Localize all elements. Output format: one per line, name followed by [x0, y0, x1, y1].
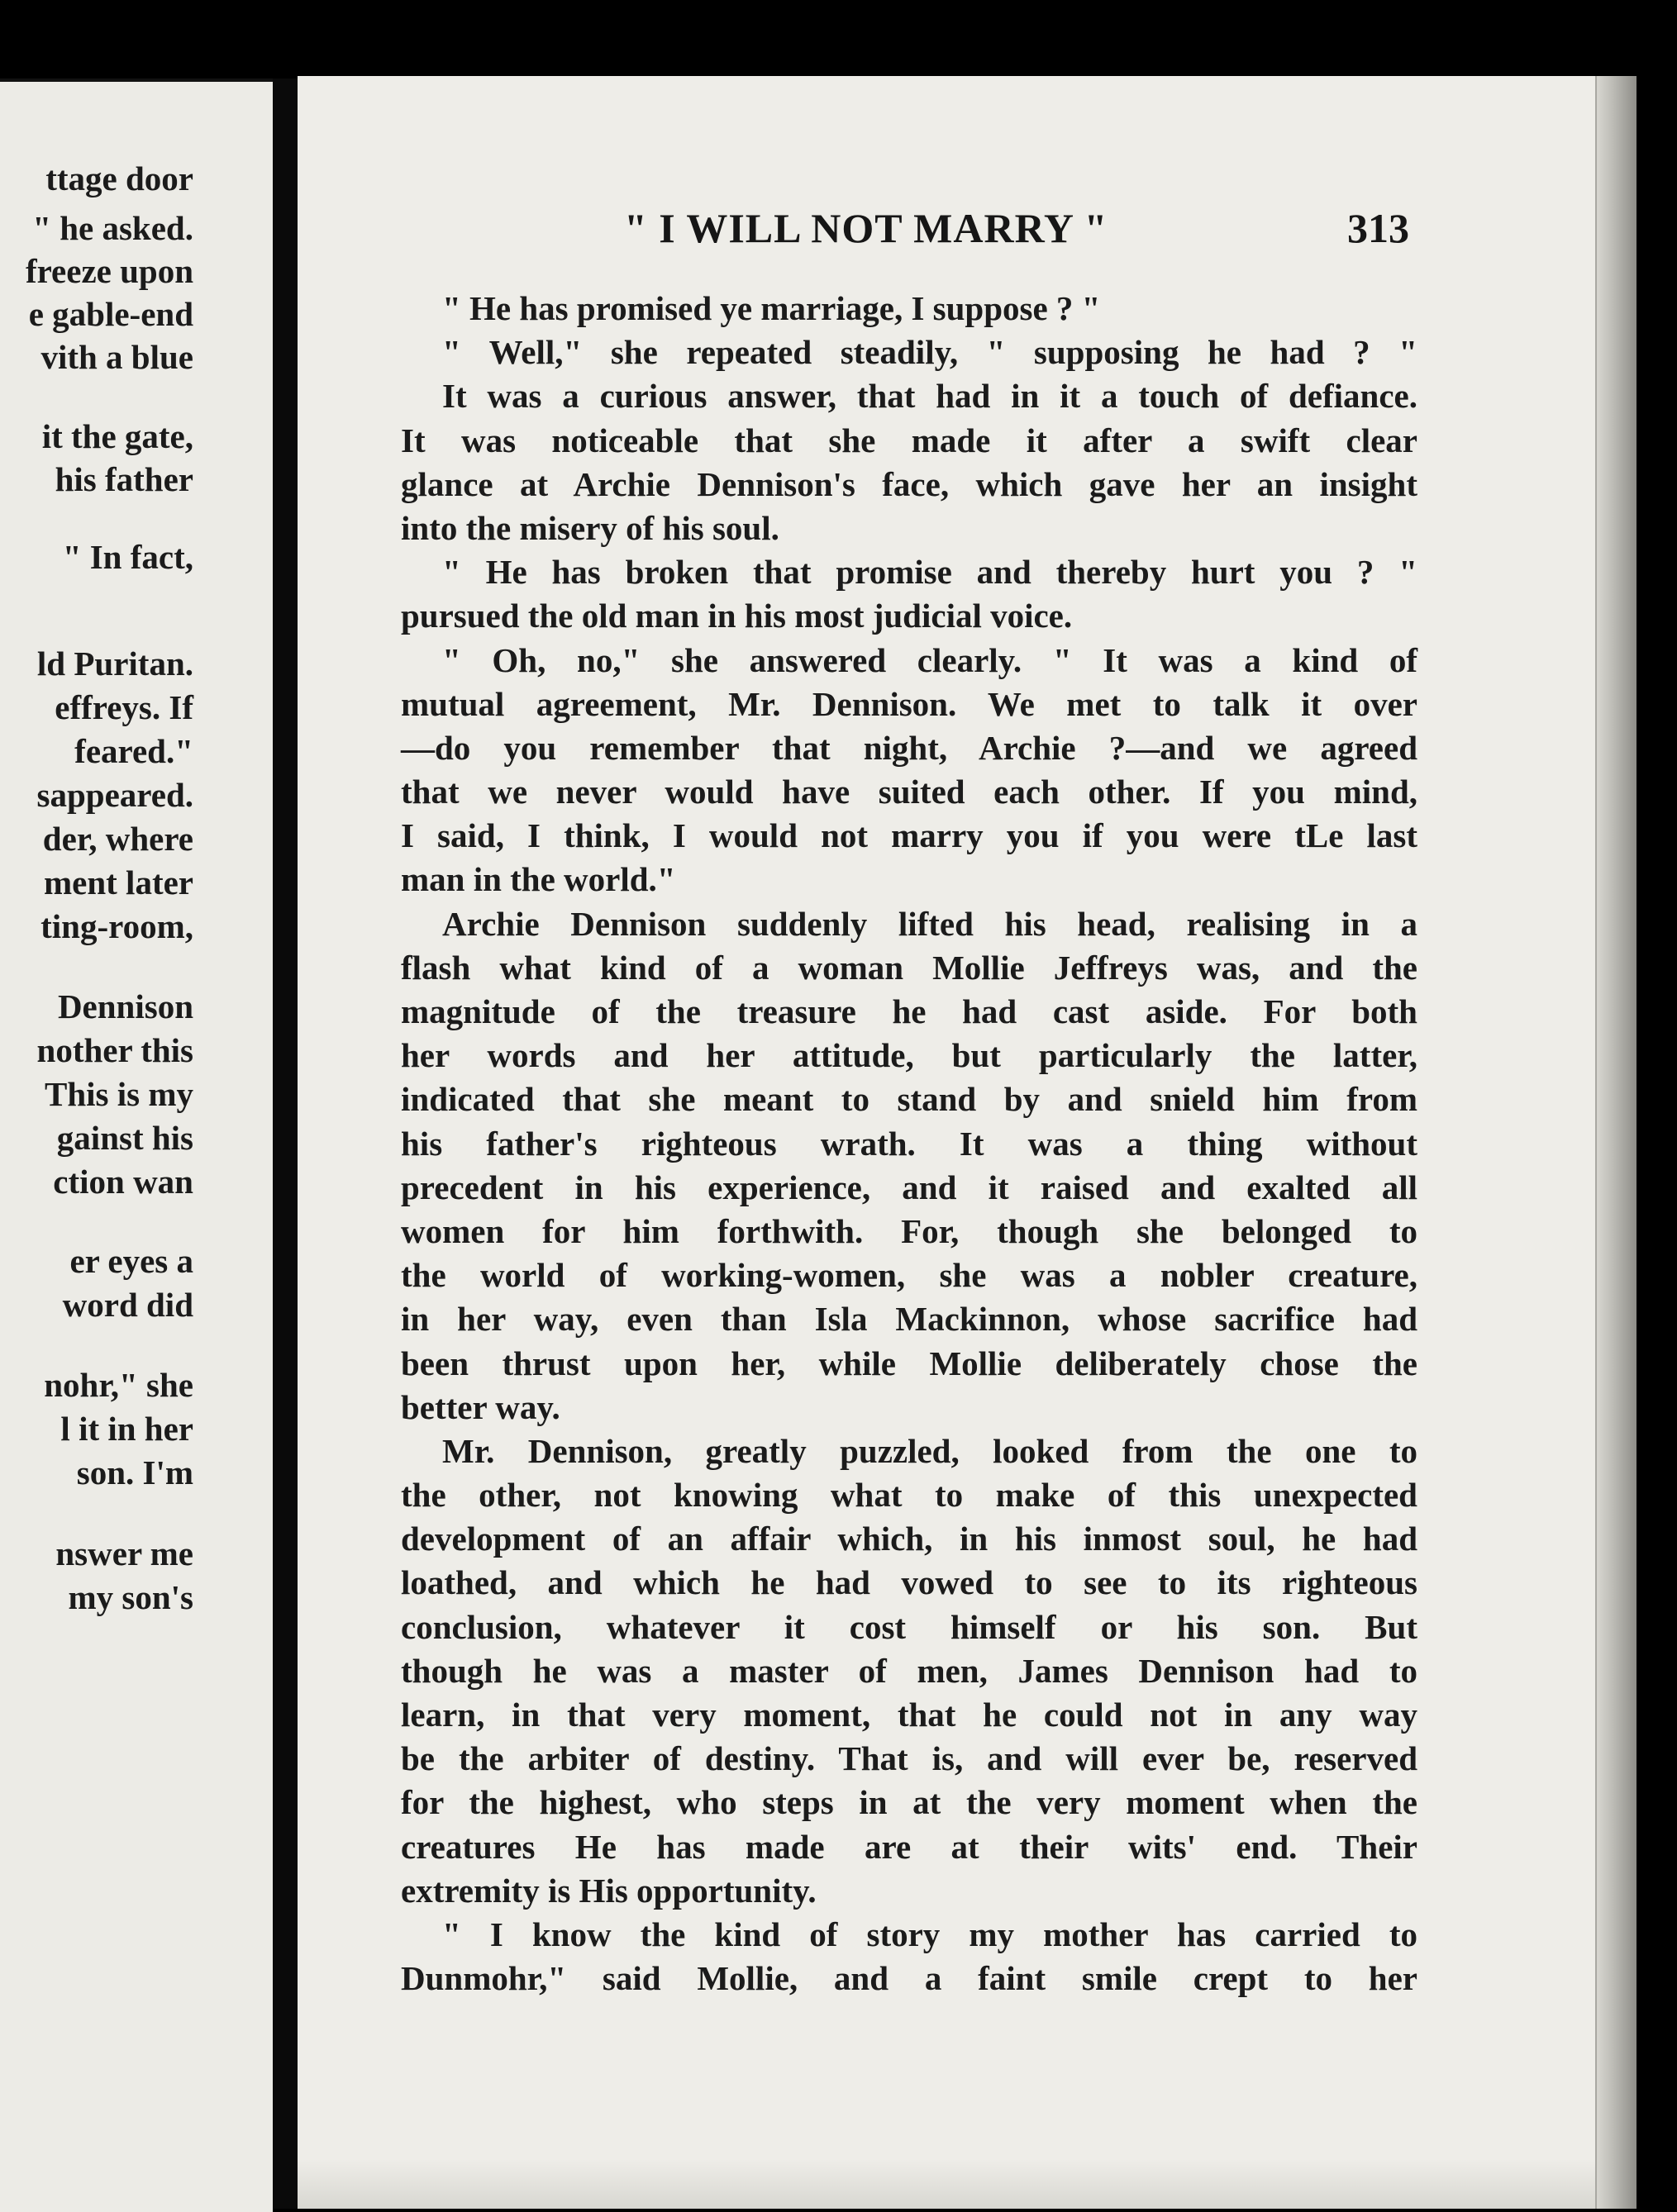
- left-page-line: nother this: [36, 1031, 193, 1069]
- left-page-line: feared.": [74, 732, 193, 770]
- text-line: her words and her attitude, but particularly the latter,: [401, 1036, 1417, 1075]
- page-header: [298, 204, 1637, 262]
- text-line: learn, in that very moment, that he could not in any way: [401, 1696, 1417, 1734]
- text-line: indicated that she meant to stand by and snield him from: [401, 1080, 1417, 1119]
- text-line: development of an affair which, in his inmost soul, he had: [401, 1520, 1417, 1558]
- text-line: into the misery of his soul.: [401, 508, 779, 547]
- text-line: the world of working-women, she was a nobler creature,: [401, 1256, 1417, 1295]
- left-page-line: This is my: [45, 1075, 193, 1113]
- left-page-line: Dennison: [57, 987, 193, 1025]
- body-text: [401, 287, 1417, 2000]
- left-page-line: word did: [62, 1286, 193, 1324]
- left-page-line: " he asked.: [32, 209, 193, 247]
- text-line: loathed, and which he had vowed to see to its righteous: [401, 1563, 1417, 1602]
- text-line: " I know the kind of story my mother has carried to: [442, 1915, 1417, 1953]
- text-line: Dunmohr," said Mollie, and a faint smile crept to her: [401, 1959, 1417, 1998]
- left-page-line: nohr," she: [44, 1366, 193, 1404]
- left-page-line: my son's: [68, 1578, 193, 1616]
- text-line: mutual agreement, Mr. Dennison. We met to talk it over: [401, 684, 1417, 723]
- text-line: creatures He has made are at their wits' end. Their: [401, 1827, 1417, 1866]
- page-bottom-edge: [298, 2159, 1637, 2209]
- text-line: " Well," she repeated steadily, " supposing he had ? ": [442, 333, 1417, 372]
- left-page-line: ment later: [44, 863, 193, 901]
- text-line: been thrust upon her, while Mollie deliberately chose the: [401, 1344, 1417, 1382]
- text-line: better way.: [401, 1387, 560, 1426]
- text-line: " He has broken that promise and thereby hurt you ? ": [442, 553, 1417, 592]
- text-line: conclusion, whatever it cost himself or his son. But: [401, 1607, 1417, 1646]
- text-line: women for him forthwith. For, though she belonged to: [401, 1211, 1417, 1250]
- text-line: Archie Dennison suddenly lifted his head, realising in a: [442, 904, 1417, 943]
- left-page-line: e gable-end: [28, 295, 193, 333]
- text-line: in her way, even than Isla Mackinnon, whose sacrifice had: [401, 1300, 1417, 1339]
- text-line: Mr. Dennison, greatly puzzled, looked from the one to: [442, 1431, 1417, 1470]
- left-page-fragment: [0, 78, 273, 2212]
- text-line: though he was a master of men, James Dennison had to: [401, 1651, 1417, 1690]
- text-line: that we never would have suited each other. If you mind,: [401, 773, 1417, 811]
- left-page-line: ld Puritan.: [36, 645, 193, 683]
- left-page-line: it the gate,: [41, 417, 193, 455]
- left-page-line: " In fact,: [62, 538, 193, 576]
- left-page-line: der, where: [42, 820, 193, 858]
- text-line: extremity is His opportunity.: [401, 1871, 817, 1910]
- left-page-line: son. I'm: [76, 1453, 193, 1491]
- text-line: pursued the old man in his most judicial voice.: [401, 597, 1073, 635]
- text-line: precedent in his experience, and it raised and exalted all: [401, 1168, 1417, 1206]
- text-line: his father's righteous wrath. It was a thing without: [401, 1124, 1417, 1163]
- text-line: man in the world.": [401, 860, 676, 899]
- left-page-line: ting-room,: [40, 907, 193, 945]
- left-page-line: ction wan: [53, 1163, 193, 1201]
- left-page-line: his father: [55, 460, 193, 498]
- left-page-line: sappeared.: [36, 776, 193, 814]
- text-line: be the arbiter of destiny. That is, and will ever be, reserved: [401, 1739, 1417, 1778]
- text-line: the other, not knowing what to make of this unexpected: [401, 1476, 1417, 1515]
- right-page: [298, 76, 1637, 2209]
- text-line: " He has promised ye marriage, I suppose ? ": [442, 289, 1101, 327]
- left-page-line: freeze upon: [25, 252, 193, 290]
- text-line: " Oh, no," she answered clearly. " It was a kind of: [442, 640, 1417, 679]
- left-page-line: ttage door: [45, 159, 193, 197]
- text-line: magnitude of the treasure he had cast aside. For both: [401, 992, 1417, 1030]
- left-page-line: er eyes a: [69, 1242, 193, 1280]
- left-page-line: gainst his: [56, 1119, 193, 1157]
- text-line: It was a curious answer, that had in it a touch of defiance.: [442, 377, 1417, 416]
- left-page-line: vith a blue: [40, 338, 193, 376]
- text-line: for the highest, who steps in at the very moment when the: [401, 1783, 1417, 1822]
- left-page-line: nswer me: [55, 1534, 193, 1572]
- page-number: 313: [1347, 205, 1409, 251]
- book-gutter: [273, 78, 298, 2209]
- left-page-line: effreys. If: [55, 688, 193, 726]
- text-line: glance at Archie Dennison's face, which gave her an insight: [401, 464, 1417, 503]
- left-page-line: l it in her: [60, 1410, 193, 1448]
- text-line: It was noticeable that she made it after a swift clear: [401, 421, 1417, 459]
- page-fore-edge: [1595, 76, 1637, 2209]
- text-line: flash what kind of a woman Mollie Jeffreys was, and the: [401, 948, 1417, 987]
- text-line: —do you remember that night, Archie ?—and we agreed: [401, 728, 1417, 767]
- running-title: " I WILL NOT MARRY ": [624, 205, 1108, 251]
- text-line: I said, I think, I would not marry you if you were tLe last: [401, 816, 1417, 855]
